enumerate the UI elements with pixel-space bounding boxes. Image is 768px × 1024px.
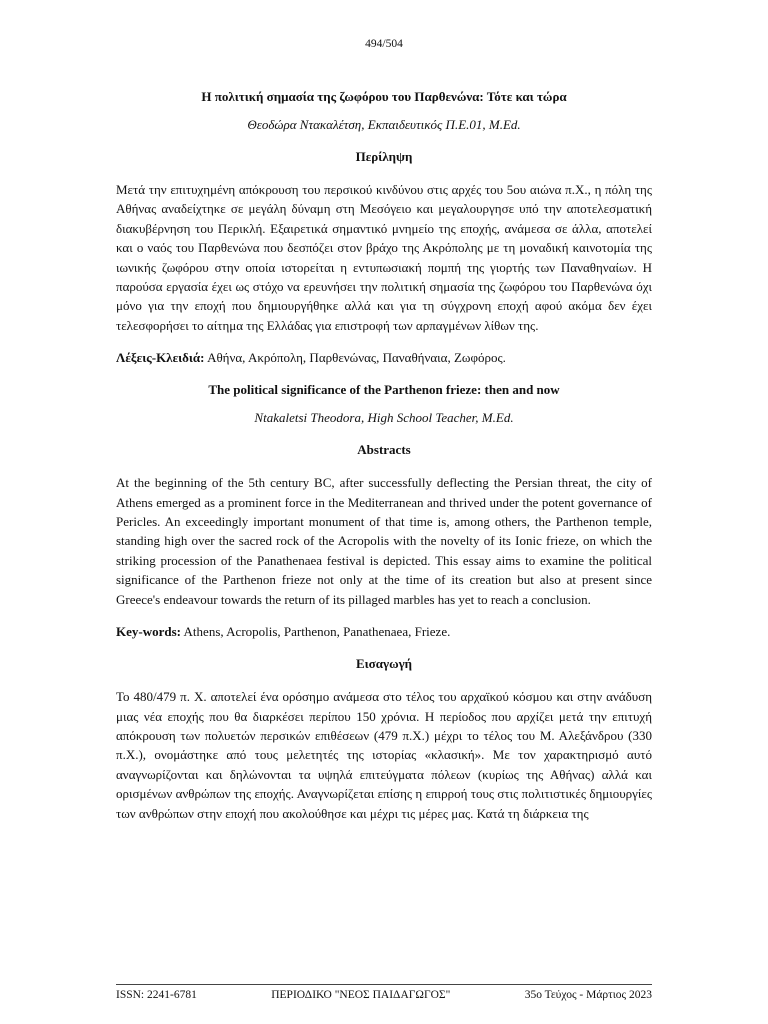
page-number: 494/504	[365, 38, 403, 50]
page-footer	[116, 984, 652, 1001]
english-keywords-label: Key-words:	[116, 624, 181, 640]
english-keywords-list: Athens, Acropolis, Parthenon, Panathenaea, Frieze.	[183, 624, 451, 640]
greek-keywords	[116, 349, 652, 367]
footer-issn: ISSN: 2241-6781	[116, 989, 197, 1001]
greek-title: Η πολιτική σημασία της ζωφόρου του Παρθενώνα: Τότε και τώρα	[201, 89, 567, 104]
greek-keywords-list: Αθήνα, Ακρόπολη, Παρθενώνας, Παναθήναια, Ζωφόρος.	[207, 350, 506, 366]
article-body	[116, 88, 652, 823]
english-keywords	[116, 623, 652, 641]
english-author: Ntakaletsi Theodora, High School Teacher, M.Ed.	[254, 410, 514, 426]
greek-author: Θεοδώρα Ντακαλέτση, Εκπαιδευτικός Π.Ε.01, M.Ed.	[247, 117, 521, 132]
greek-summary-heading: Περίληψη	[355, 149, 413, 164]
english-abstract: At the beginning of the 5th century BC, after successfully deflecting the Persian threat, the city of Athens emerged as a prominent force in the Mediterranean and thrived under the potent governance of Pericles. An exceedingly important monument of that time is, among others, the Parthenon temple, standing high over the sacred rock of the Acropolis with the novelty of its Ionic frieze, on which the striking procession of the Panathenaea festival is depicted. This essay aims to examine the political significance of the Parthenon frieze not only at the time of its creation but also at present since Greece's endeavour towards the return of its pillaged marbles has yet to reach a conclusion.	[116, 475, 652, 607]
footer-issue: 35ο Τεύχος - Μάρτιος 2023	[524, 989, 652, 1001]
intro-heading: Εισαγωγή	[355, 656, 413, 672]
english-title: The political significance of the Parthenon frieze: then and now	[208, 382, 560, 398]
english-abstract-heading: Abstracts	[357, 442, 411, 458]
greek-keywords-label: Λέξεις-Κλειδιά:	[116, 350, 205, 366]
footer-journal: ΠΕΡΙΟΔΙΚΟ "ΝΕΟΣ ΠΑΙΔΑΓΩΓΟΣ"	[271, 989, 451, 1001]
intro-text: Το 480/479 π. Χ. αποτελεί ένα ορόσημο ανάμεσα στο τέλος του αρχαϊκού κόσμου και στην ανάδυση μιας νέα εποχής που θα διαρκέσει περίπου 150 χρόνια. Η περίοδος που αρχίζει μετά την επιτυχή απόκρουση των πολυετών περσικών επιθέσεων (479 π.Χ.) μέχρι το τέλος του Μ. Αλεξάνδρου (330 π.Χ.), ονομάστηκε από τους μελετητές της ιστορίας «κλασική». Με τον χαρακτηρισμό αυτό αναγνωρίζονται και δηλώνονται τα υψηλά επιτεύγματα πόλεων (κυρίως της Αθήνας) αλλά και ορισμένων ανθρώπων της εποχής. Αναγνωρίζεται επίσης η επιρροή τους στις πολιτιστικές δημιουργίες των ανθρώπων στην εποχή που ακολούθησε και μέχρι τις μέρες μας. Κατά τη διάρκεια της	[116, 689, 652, 821]
greek-summary: Μετά την επιτυχημένη απόκρουση του περσικού κινδύνου στις αρχές του 5ου αιώνα π.Χ., η πόλη της Αθήνας αναδείχτηκε σε μεγάλη δύναμη στη Μεσόγειο και μεγαλουργησε υπό την αποτελεσματική διακυβέρνηση του Περικλή. Εξαιρετικά σημαντικό μνημείο της εποχής, ανάμεσα σε άλλα, αποτελεί και ο ναός του Παρθενώνα που δεσπόζει στον βράχο της Ακρόπολης με τη μοναδική καινοτομία της ιωνικής ζωφόρου στην οποία ιστορείται η εντυπωσιακή πομπή της γιορτής των Παναθηναίων. Η παρούσα εργασία έχει ως στόχο να ερευνήσει την πολιτική σημασία της ζωφόρου του Παρθενώνα όχι μόνο για την εποχή που δημιουργήθηκε αλλά και για τη σύγχρονη εποχή αφού ακόμα δεν έχει τελεσφορήσει το αίτημα της Ελλάδας για επιστροφή των αρπαγμένων λίθων της.	[116, 182, 652, 333]
